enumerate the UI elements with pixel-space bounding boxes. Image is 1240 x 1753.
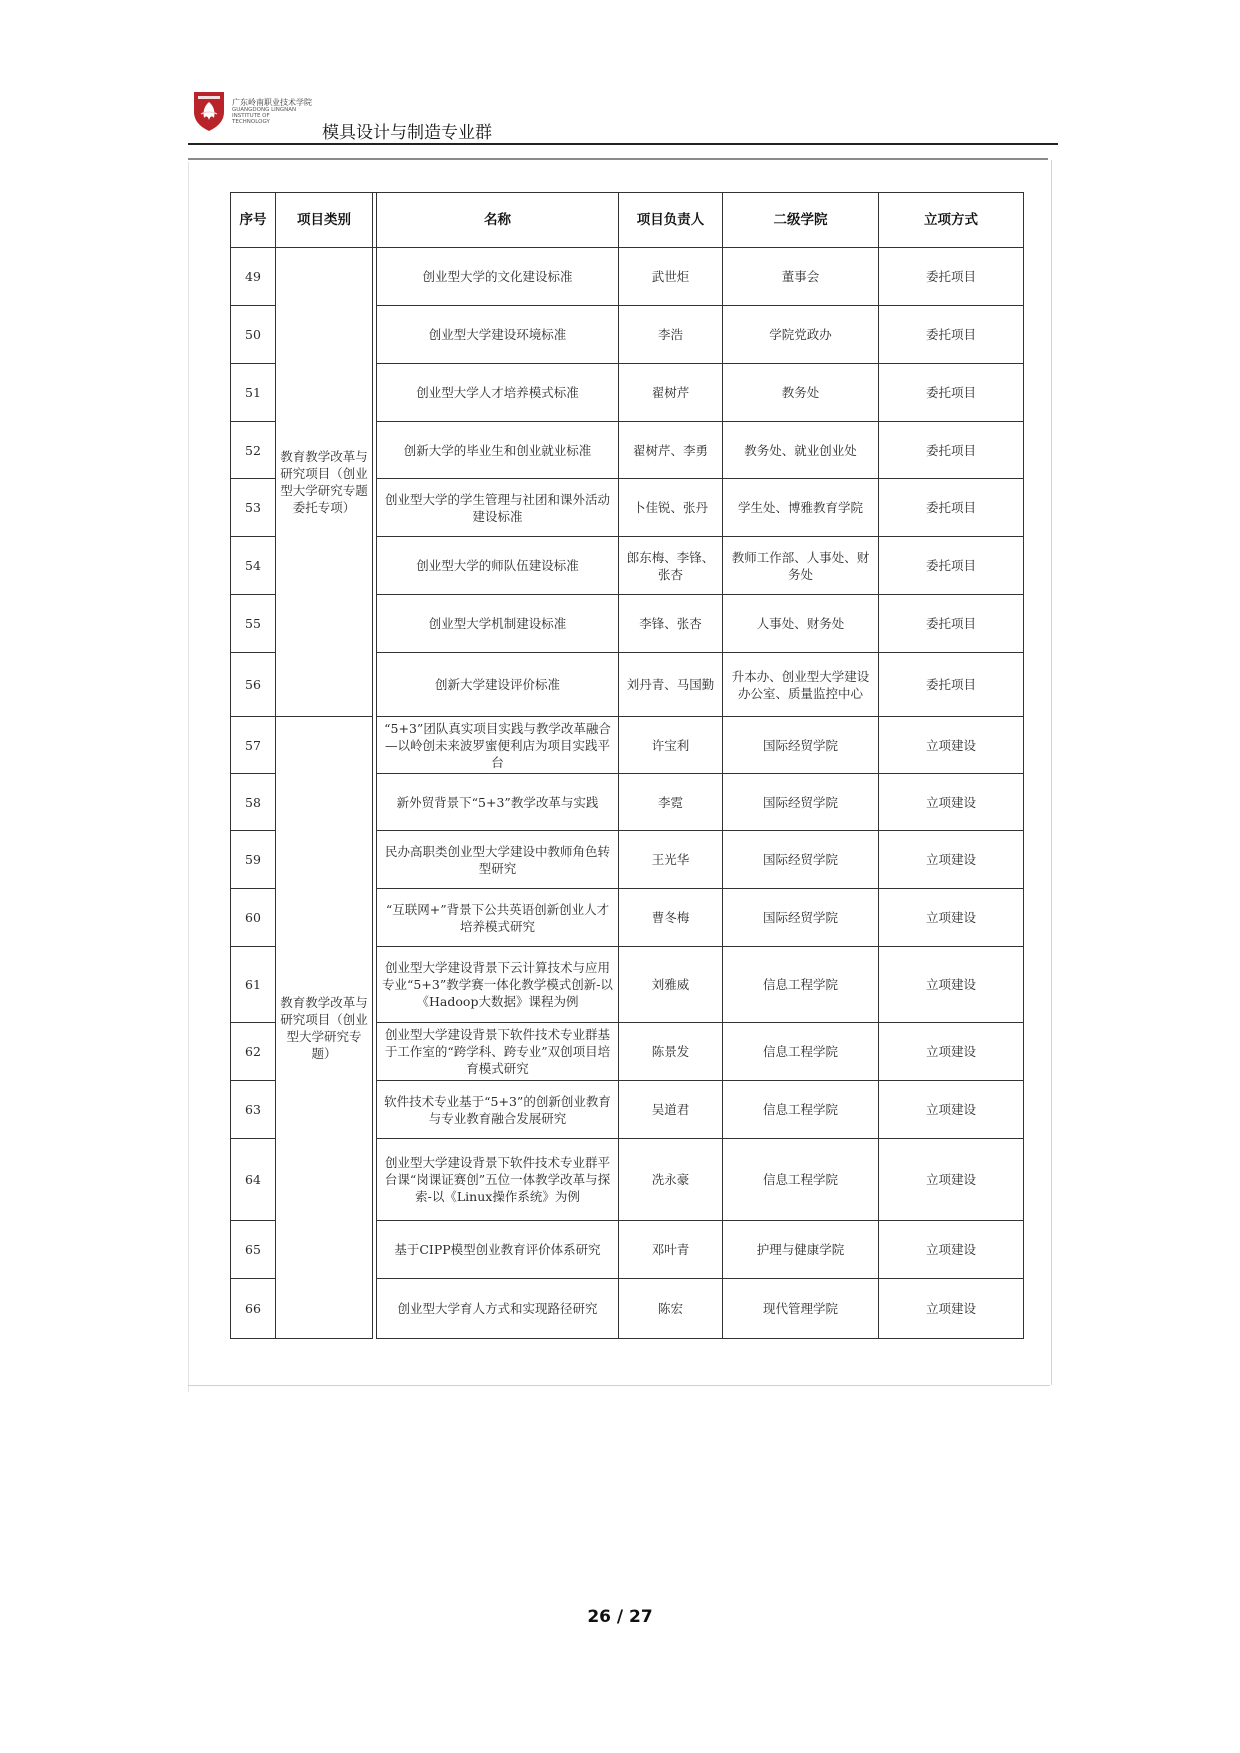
cell-no: 59 — [231, 831, 276, 889]
cell-leader: 武世炬 — [619, 248, 723, 306]
cell-leader: 王光华 — [619, 831, 723, 889]
cell-name: “5+3”团队真实项目实践与教学改革融合—以岭创未来波罗蜜便利店为项目实践平台 — [377, 717, 619, 774]
project-table — [230, 192, 1024, 1339]
cell-leader: 刘雅威 — [619, 947, 723, 1023]
cell-method: 立项建设 — [879, 889, 1024, 947]
cell-leader: 李霓 — [619, 774, 723, 831]
cell-name: 创业型大学建设背景下软件技术专业群平台课“岗课证赛创”五位一体教学改革与探索-以《Linux操作系统》为例 — [377, 1139, 619, 1221]
cell-college: 国际经贸学院 — [723, 774, 879, 831]
cell-college: 国际经贸学院 — [723, 889, 879, 947]
table-row — [231, 717, 1024, 774]
cell-college: 教师工作部、人事处、财务处 — [723, 537, 879, 595]
college-logo — [192, 90, 226, 132]
cell-name: 创业型大学建设背景下软件技术专业群基于工作室的“跨学科、跨专业”双创项目培育模式研究 — [377, 1023, 619, 1081]
cell-name: 创业型大学机制建设标准 — [377, 595, 619, 653]
cell-method: 委托项目 — [879, 595, 1024, 653]
cell-no: 56 — [231, 653, 276, 717]
cell-name: 基于CIPP模型创业教育评价体系研究 — [377, 1221, 619, 1279]
cell-college: 升本办、创业型大学建设办公室、质量监控中心 — [723, 653, 879, 717]
cell-no: 55 — [231, 595, 276, 653]
cell-no: 65 — [231, 1221, 276, 1279]
cell-leader: 翟树芹、李勇 — [619, 422, 723, 479]
header-leader: 项目负责人 — [619, 193, 723, 248]
header-category: 项目类别 — [276, 193, 373, 248]
cell-leader: 刘丹青、马国勤 — [619, 653, 723, 717]
cell-name: 创新大学的毕业生和创业就业标准 — [377, 422, 619, 479]
cell-method: 委托项目 — [879, 537, 1024, 595]
page-title: 模具设计与制造专业群 — [322, 123, 492, 143]
cell-college: 董事会 — [723, 248, 879, 306]
header-college: 二级学院 — [723, 193, 879, 248]
cell-college: 学生处、博雅教育学院 — [723, 479, 879, 537]
cell-method: 委托项目 — [879, 422, 1024, 479]
cell-college: 信息工程学院 — [723, 947, 879, 1023]
cell-method: 立项建设 — [879, 1279, 1024, 1339]
cell-college: 教务处、就业创业处 — [723, 422, 879, 479]
cell-no: 60 — [231, 889, 276, 947]
cell-method: 立项建设 — [879, 831, 1024, 889]
cell-no: 53 — [231, 479, 276, 537]
cell-no: 51 — [231, 364, 276, 422]
scan-edge-right — [1051, 160, 1052, 1385]
cell-name: 创业型大学建设环境标准 — [377, 306, 619, 364]
cell-method: 立项建设 — [879, 1081, 1024, 1139]
cell-method: 立项建设 — [879, 774, 1024, 831]
cell-college: 国际经贸学院 — [723, 831, 879, 889]
cell-college: 人事处、财务处 — [723, 595, 879, 653]
table-row — [231, 248, 1024, 306]
cell-method: 委托项目 — [879, 364, 1024, 422]
cell-leader: 吴道君 — [619, 1081, 723, 1139]
cell-college: 护理与健康学院 — [723, 1221, 879, 1279]
cell-method: 委托项目 — [879, 306, 1024, 364]
cell-name: 创业型大学的学生管理与社团和课外活动建设标准 — [377, 479, 619, 537]
cell-method: 委托项目 — [879, 479, 1024, 537]
cell-no: 61 — [231, 947, 276, 1023]
cell-no: 57 — [231, 717, 276, 774]
cell-name: 民办高职类创业型大学建设中教师角色转型研究 — [377, 831, 619, 889]
cell-no: 66 — [231, 1279, 276, 1339]
college-name-cn: 广东岭南职业技术学院 — [232, 98, 312, 107]
cell-name: 创业型大学建设背景下云计算技术与应用专业“5+3”教学赛一体化教学模式创新-以《Hadoop大数据》课程为例 — [377, 947, 619, 1023]
cell-leader: 陈景发 — [619, 1023, 723, 1081]
college-name-en: GUANGDONG LINGNAN INSTITUTE OF TECHNOLOGY — [232, 107, 297, 125]
scan-edge-top — [188, 158, 1048, 160]
scan-edge-left — [188, 162, 189, 1392]
cell-method: 委托项目 — [879, 248, 1024, 306]
cell-no: 50 — [231, 306, 276, 364]
page-number: 26 / 27 — [587, 1607, 653, 1627]
cell-college: 学院党政办 — [723, 306, 879, 364]
cell-leader: 李浩 — [619, 306, 723, 364]
cell-leader: 翟树芹 — [619, 364, 723, 422]
cell-leader: 陈宏 — [619, 1279, 723, 1339]
cell-leader: 曹冬梅 — [619, 889, 723, 947]
cell-name: 新外贸背景下“5+3”教学改革与实践 — [377, 774, 619, 831]
cell-name: 创新大学建设评价标准 — [377, 653, 619, 717]
cell-name: 创业型大学人才培养模式标准 — [377, 364, 619, 422]
cell-name: 创业型大学育人方式和实现路径研究 — [377, 1279, 619, 1339]
cell-no: 62 — [231, 1023, 276, 1081]
cell-method: 委托项目 — [879, 653, 1024, 717]
cell-name: 创业型大学的文化建设标准 — [377, 248, 619, 306]
cell-no: 64 — [231, 1139, 276, 1221]
cell-method: 立项建设 — [879, 1023, 1024, 1081]
cell-method: 立项建设 — [879, 1221, 1024, 1279]
cell-college: 信息工程学院 — [723, 1023, 879, 1081]
header-name: 名称 — [377, 193, 619, 248]
cell-category: 教育教学改革与研究项目（创业型大学研究专题） — [276, 717, 373, 1339]
cell-name: 创业型大学的师队伍建设标准 — [377, 537, 619, 595]
header-no: 序号 — [231, 193, 276, 248]
table-header-row — [231, 193, 1024, 248]
cell-leader: 卜佳锐、张丹 — [619, 479, 723, 537]
cell-no: 52 — [231, 422, 276, 479]
cell-college: 现代管理学院 — [723, 1279, 879, 1339]
cell-name: 软件技术专业基于“5+3”的创新创业教育与专业教育融合发展研究 — [377, 1081, 619, 1139]
cell-method: 立项建设 — [879, 1139, 1024, 1221]
scan-edge-bottom — [188, 1385, 1050, 1386]
cell-no: 49 — [231, 248, 276, 306]
cell-name: “互联网+”背景下公共英语创新创业人才培养模式研究 — [377, 889, 619, 947]
header-method: 立项方式 — [879, 193, 1024, 248]
cell-college: 国际经贸学院 — [723, 717, 879, 774]
cell-college: 教务处 — [723, 364, 879, 422]
cell-leader: 郎东梅、李锋、张杏 — [619, 537, 723, 595]
cell-college: 信息工程学院 — [723, 1139, 879, 1221]
cell-no: 54 — [231, 537, 276, 595]
cell-leader: 许宝利 — [619, 717, 723, 774]
cell-method: 立项建设 — [879, 717, 1024, 774]
cell-leader: 冼永豪 — [619, 1139, 723, 1221]
cell-leader: 邓叶青 — [619, 1221, 723, 1279]
cell-no: 58 — [231, 774, 276, 831]
cell-category: 教育教学改革与研究项目（创业型大学研究专题委托专项） — [276, 248, 373, 717]
cell-method: 立项建设 — [879, 947, 1024, 1023]
cell-leader: 李锋、张杏 — [619, 595, 723, 653]
header-rule — [188, 143, 1058, 145]
cell-no: 63 — [231, 1081, 276, 1139]
cell-college: 信息工程学院 — [723, 1081, 879, 1139]
